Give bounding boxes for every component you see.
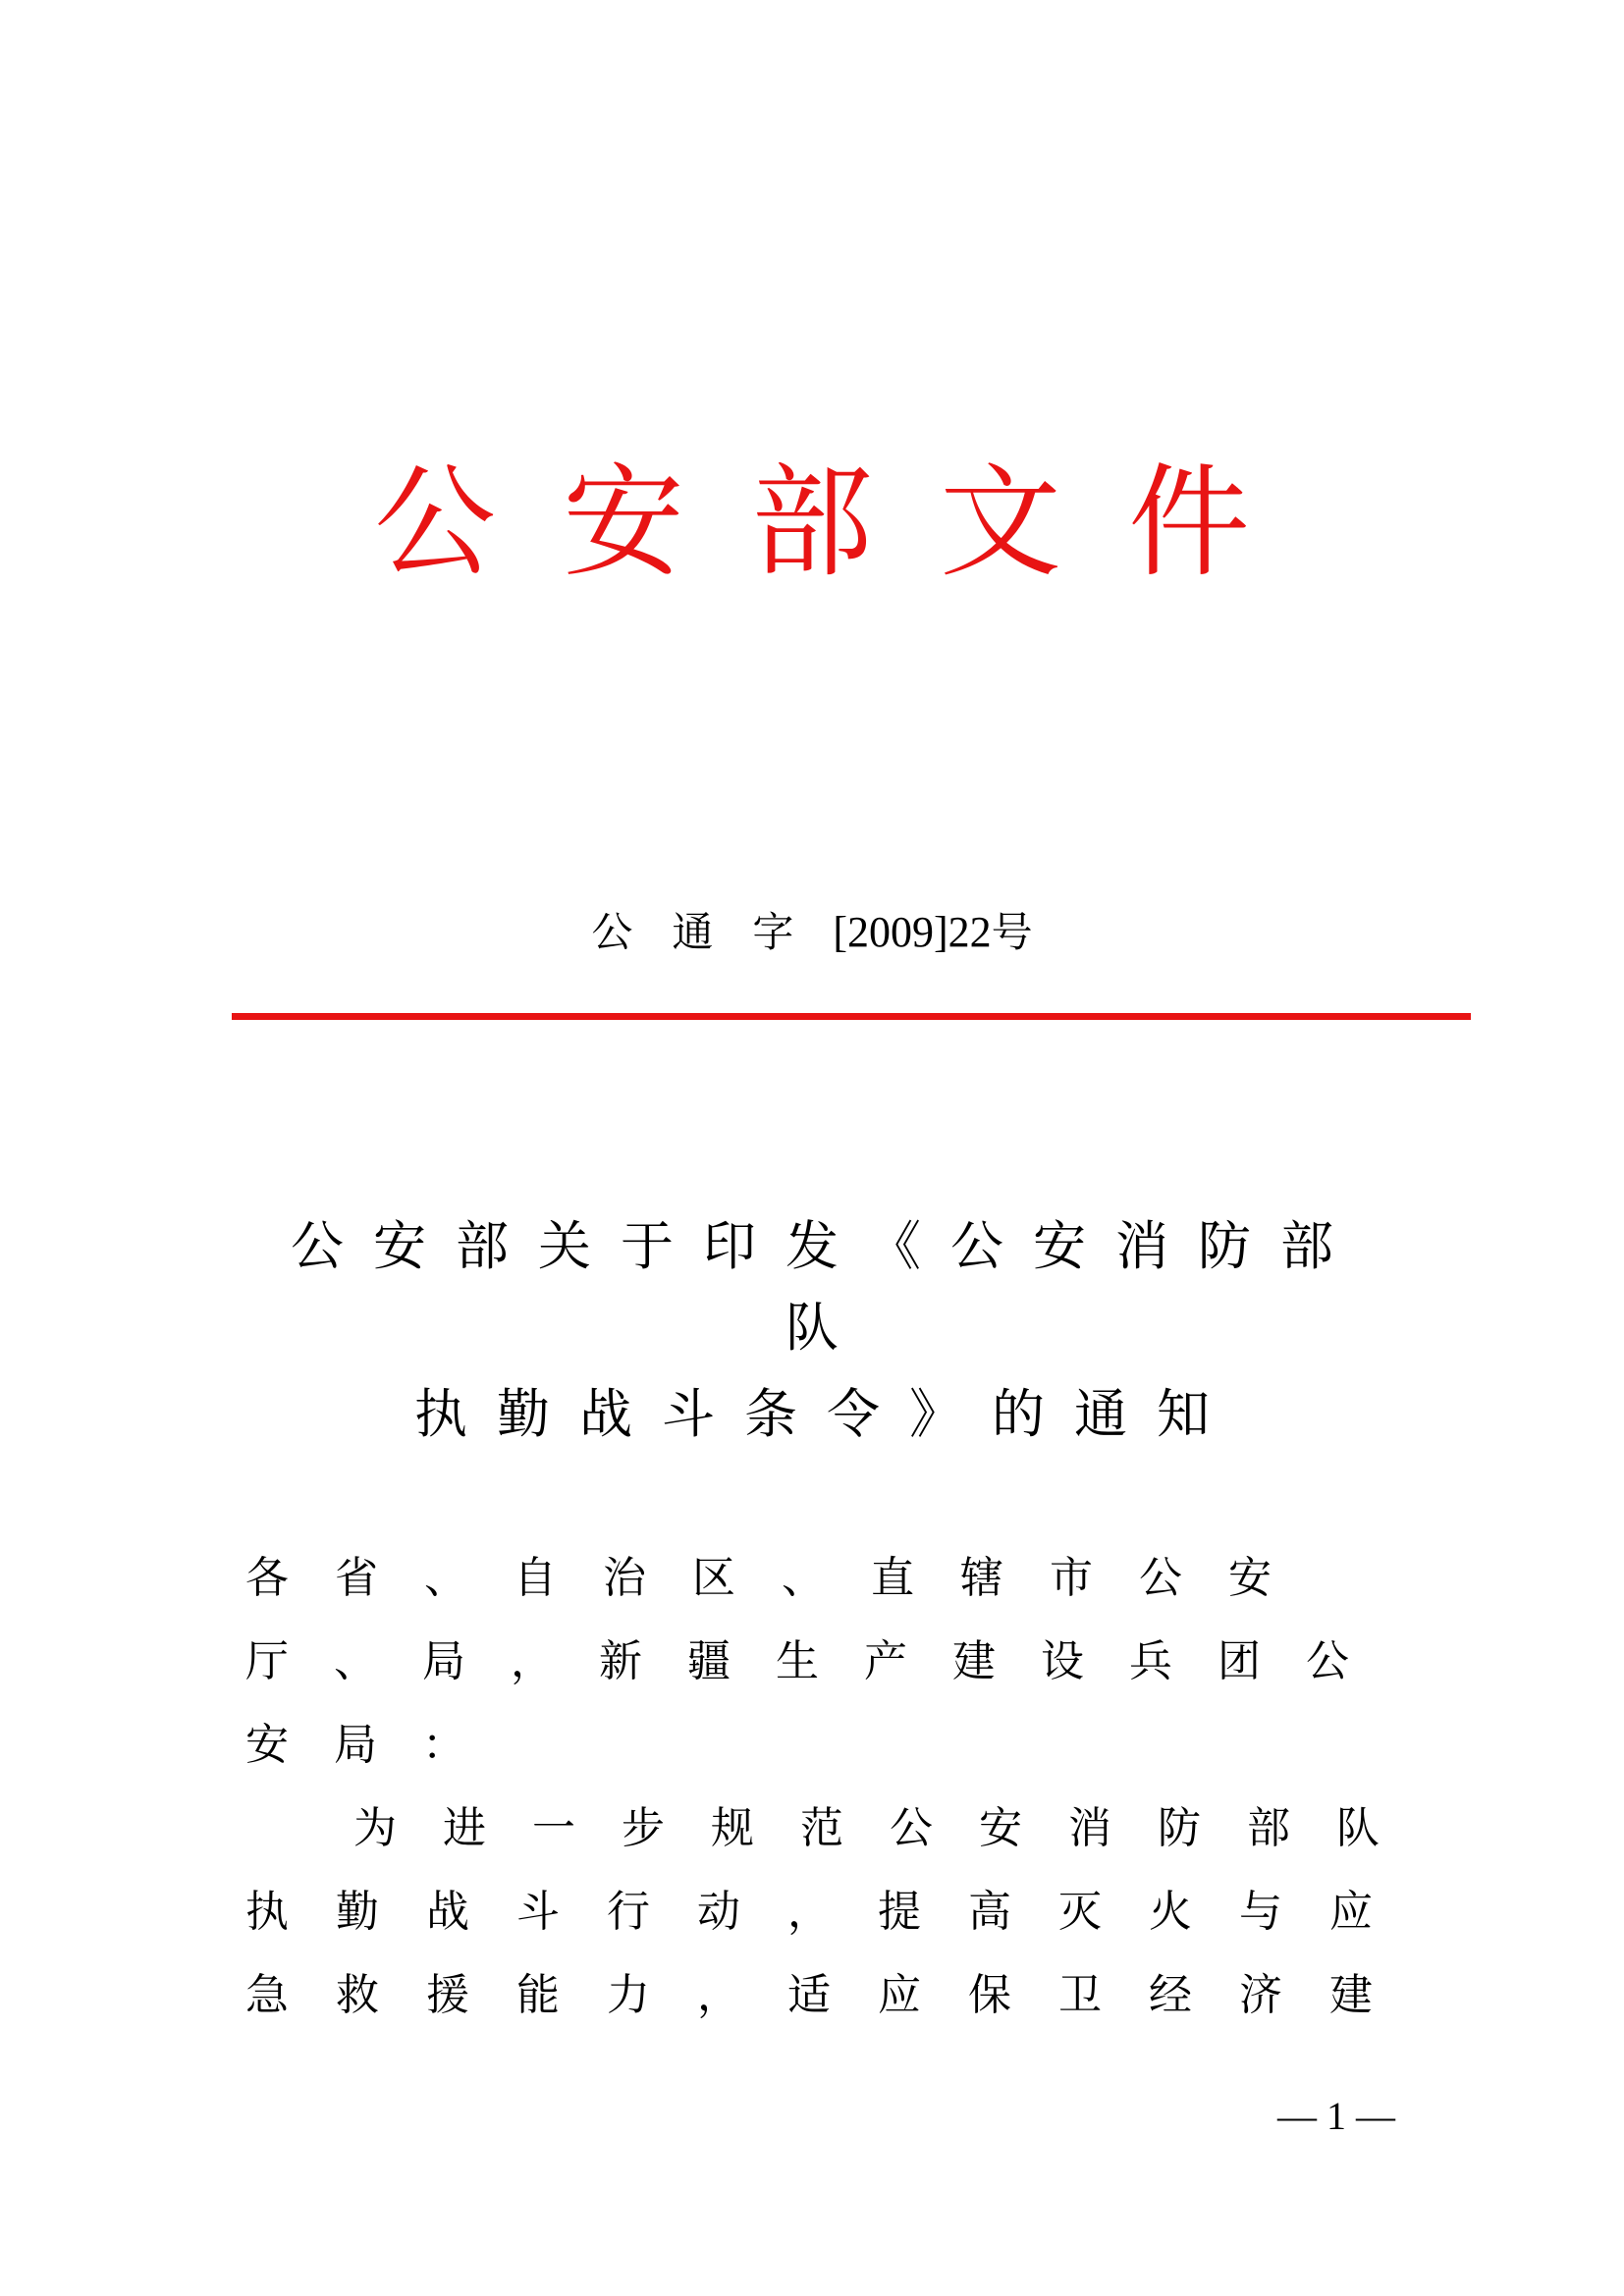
body-line: 为进一步规范公安消防部队 [353, 1803, 1426, 1853]
body-line: 厅、局，新疆生产建设兵团公 [245, 1636, 1394, 1686]
body-line: 各省、自治区、直辖市公安 [245, 1553, 1318, 1603]
body-line: 安局： [245, 1720, 511, 1770]
document-number [0, 903, 1624, 962]
document-title-line-1: 公安部关于印发《公安消防部 [291, 1215, 1363, 1277]
body-line: 执勤战斗行动，提高灭火与应 [245, 1887, 1420, 1937]
document-header-title: 公安部文件 [373, 453, 1317, 594]
document-number-suffix: 号 [991, 908, 1033, 956]
document-title-line-2: 队 [785, 1297, 839, 1359]
document-number-prefix: 公通字 [591, 908, 834, 956]
body-line: 急救援能力，适应保卫经济建 [245, 1970, 1420, 2020]
document-title-line-3: 执勤战斗条令》的通知 [414, 1383, 1239, 1445]
document-number-value: [2009]22 [833, 908, 992, 956]
red-separator-rule [232, 1013, 1471, 1020]
page-number: — 1 — [1277, 2094, 1395, 2138]
